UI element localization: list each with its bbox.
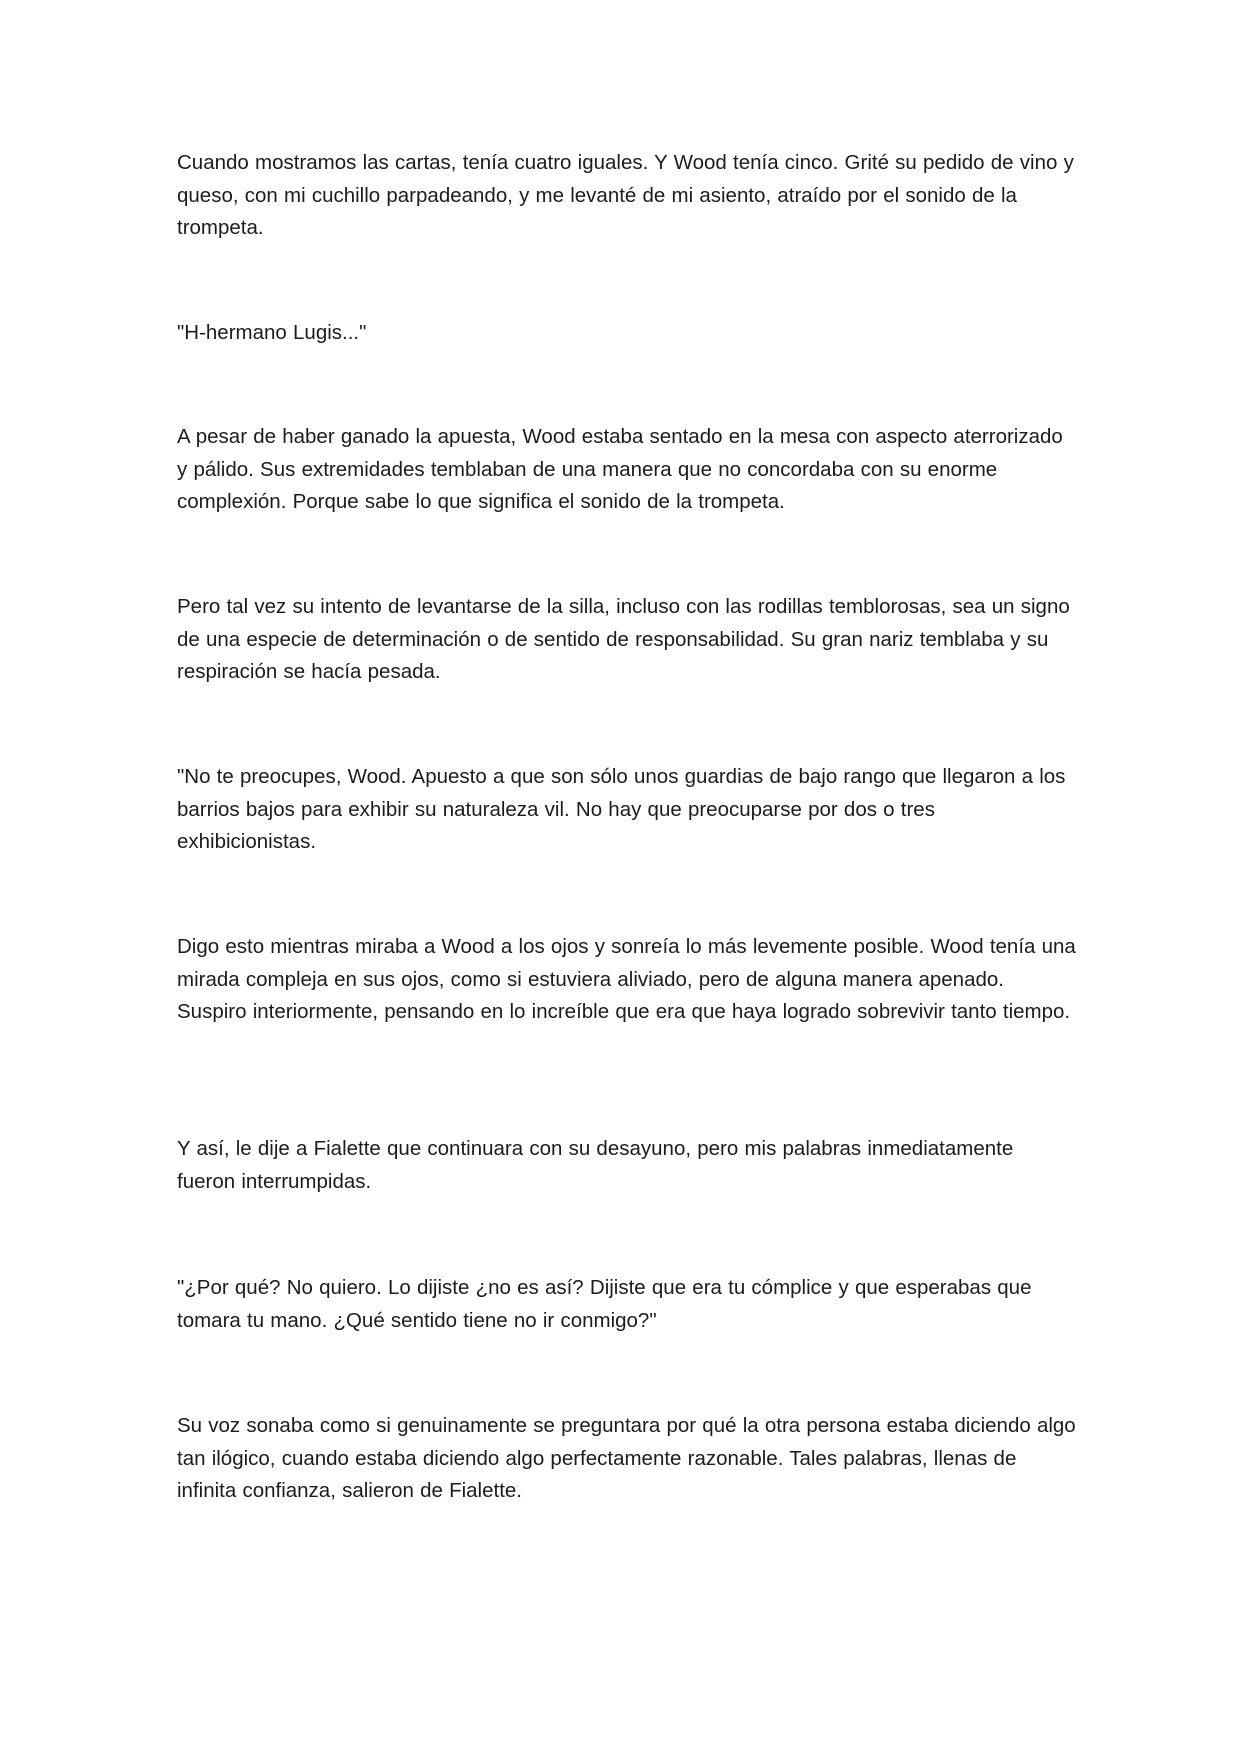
paragraph: Su voz sonaba como si genuinamente se preguntara por qué la otra persona estaba diciendo algo tan ilógico, cuando estaba diciendo algo perfectamente razonable. Tales palabras, llenas de infinita confianza, salieron de Fialette. <box>177 1414 1076 1502</box>
paragraph: "¿Por qué? No quiero. Lo dijiste ¿no es así? Dijiste que era tu cómplice y que esperabas que tomara tu mano. ¿Qué sentido tiene no ir conmigo?" <box>177 1276 1032 1332</box>
paragraph: A pesar de haber ganado la apuesta, Wood estaba sentado en la mesa con aspecto aterrorizado y pálido. Sus extremidades temblaban de una manera que no concordaba con su enorme complexión. Porque sabe lo que significa el sonido de la trompeta. <box>177 425 1063 513</box>
paragraph: "H-hermano Lugis..." <box>177 321 367 344</box>
paragraph: Digo esto mientras miraba a Wood a los ojos y sonreía lo más levemente posible. Wood tenía una mirada compleja en sus ojos, como si estuviera aliviado, pero de alguna manera apenado. Suspiro interiormente, pensando en lo increíble que era que haya logrado sobrevivir tanto tiempo. <box>177 935 1076 1023</box>
paragraph: Pero tal vez su intento de levantarse de la silla, incluso con las rodillas temblorosas, sea un signo de una especie de determinación o de sentido de responsabilidad. Su gran nariz temblaba y su respiración se hacía pesada. <box>177 595 1070 683</box>
paragraph: Y así, le dije a Fialette que continuara con su desayuno, pero mis palabras inmediatamente fueron interrumpidas. <box>177 1137 1014 1193</box>
paragraph: Cuando mostramos las cartas, tenía cuatro iguales. Y Wood tenía cinco. Grité su pedido de vino y queso, con mi cuchillo parpadeando, y me levanté de mi asiento, atraído por el sonido de la trompeta. <box>177 151 1074 239</box>
paragraph: "No te preocupes, Wood. Apuesto a que son sólo unos guardias de bajo rango que llegaron a los barrios bajos para exhibir su naturaleza vil. No hay que preocuparse por dos o tres exhibicionistas. <box>177 765 1066 853</box>
